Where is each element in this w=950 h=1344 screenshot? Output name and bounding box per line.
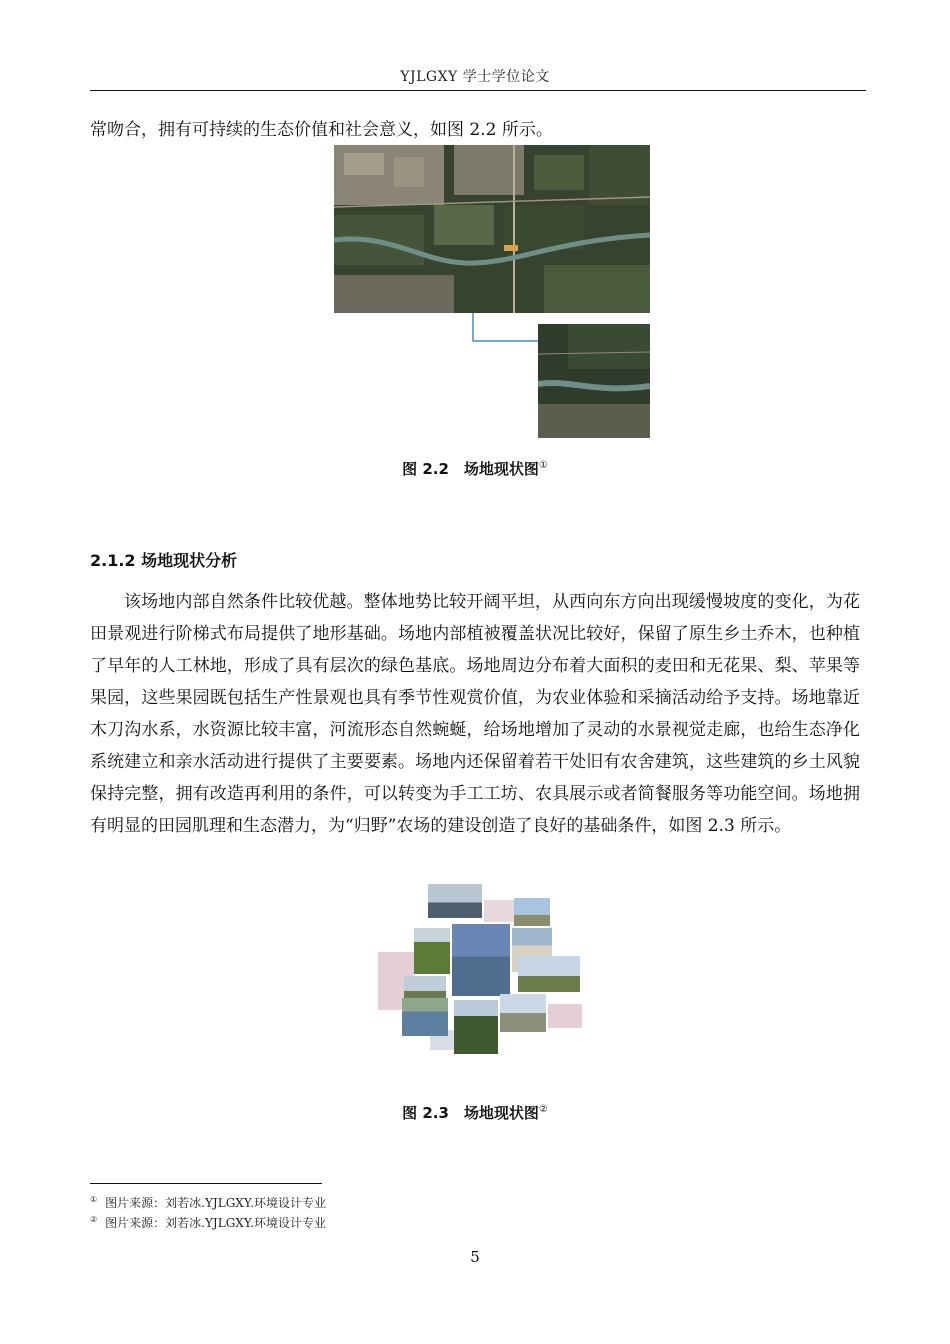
collage-photo-9 <box>454 1000 498 1054</box>
collage-photo-8 <box>402 998 448 1036</box>
footnote-rule <box>90 1183 322 1184</box>
satellite-map-inset <box>538 324 650 438</box>
collage-photo-3 <box>414 928 450 974</box>
footnote-1-text: 图片来源：刘若冰.YJLGXY.环境设计专业 <box>105 1196 327 1210</box>
footnote-1-mark: ① <box>90 1195 98 1204</box>
map-connector-vertical <box>472 313 474 341</box>
header-rule <box>90 90 866 91</box>
collage-accent-right <box>548 1004 582 1028</box>
footnote-2-text: 图片来源：刘若冰.YJLGXY.环境设计专业 <box>105 1216 327 1230</box>
figure-2-3-caption <box>0 1102 950 1123</box>
section-heading: 2.1.2 场地现状分析 <box>90 551 238 570</box>
collage-photo-2 <box>514 898 550 926</box>
footnote-1 <box>90 1194 326 1211</box>
collage-photo-1 <box>428 884 482 918</box>
figure-2-2-note-mark: ① <box>538 460 548 471</box>
figure-2-3-note-mark: ② <box>538 1104 548 1115</box>
collage-photo-10 <box>500 994 546 1032</box>
footnote-2 <box>90 1214 326 1231</box>
map-connector-horizontal <box>472 340 538 342</box>
figure-2-2-caption <box>0 458 950 479</box>
satellite-inset-graphic <box>538 324 650 438</box>
footnote-2-mark: ② <box>90 1215 98 1224</box>
page-number: 5 <box>470 1248 480 1266</box>
collage-accent-top <box>484 900 514 922</box>
figure-2-3-caption-text: 图 2.3 场地现状图 <box>402 1104 539 1122</box>
figure-2-2-caption-text: 图 2.2 场地现状图 <box>402 460 539 478</box>
satellite-map-graphic <box>334 145 650 313</box>
satellite-map-image <box>334 145 650 313</box>
collage-photo-4 <box>452 924 510 996</box>
body-paragraph: 该场地内部自然条件比较优越。整体地势比较开阔平坦，从西向东方向出现缓慢坡度的变化，为花田景观进行阶梯式布局提供了地形基础。场地内部植被覆盖状况比较好，保留了原生乡土乔木，也种植了早年的人工林地，形成了具有层次的绿色基底。场地周边分布着大面积的麦田和无花果、梨、苹果等果园，这些果园既包括生产性景观也具有季节性观赏价值，为农业体验和采摘活动给予支持。场地靠近木刀沟水系，水资源比较丰富，河流形态自然蜿蜒，给场地增加了灵动的水景视觉走廊，也给生态净化系统建立和亲水活动进行提供了主要要素。场地内还保留着若干处旧有农舍建筑，这些建筑的乡土风貌保持完整，拥有改造再利用的条件，可以转变为手工工坊、农具展示或者简餐服务等功能空间。场地拥有明显的田园肌理和生态潜力，为“归野”农场的建设创造了良好的基础条件，如图 2.3 所示。 <box>90 592 860 836</box>
collage-photo-6 <box>518 956 580 992</box>
intro-paragraph: 常吻合，拥有可持续的生态价值和社会意义，如图 2.2 所示。 <box>90 120 553 140</box>
running-header: YJLGXY 学士学位论文 <box>400 69 550 85</box>
